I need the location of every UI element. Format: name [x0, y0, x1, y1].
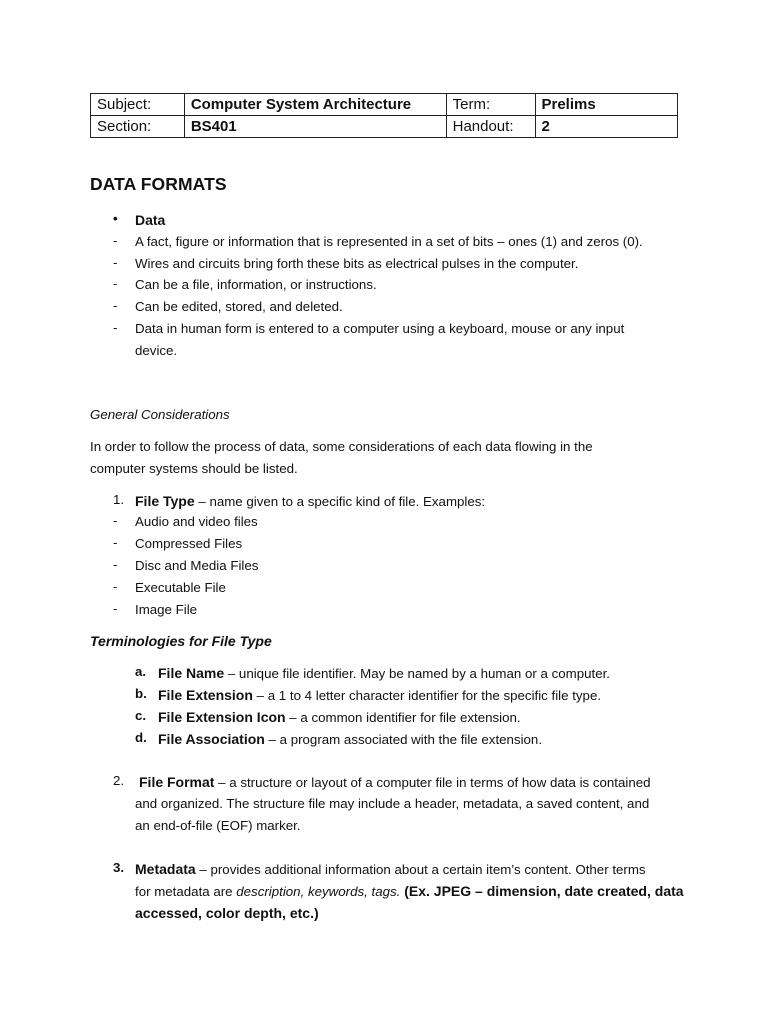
list-letter: a. [135, 664, 147, 679]
list-dash: - [113, 233, 118, 248]
general-intro: computer systems should be listed. [90, 461, 298, 476]
list-dash: - [113, 601, 118, 616]
list-number: 2. [113, 773, 125, 788]
term-value: Prelims [535, 94, 678, 116]
header-row-2 [91, 116, 678, 138]
file-type-desc: – name given to a specific kind of file. Examples: [194, 494, 486, 509]
terminology-term: File Extension Icon [158, 709, 286, 725]
metadata-example-cont: accessed, color depth, etc.) [135, 905, 319, 921]
section-label: Section: [91, 116, 185, 138]
handout-header-table [90, 93, 678, 138]
terminology-desc: – unique file identifier. May be named by a human or a computer. [224, 666, 610, 681]
list-number: 3. [113, 860, 125, 875]
general-considerations-heading: General Considerations [90, 407, 230, 422]
terminology-item [158, 664, 610, 683]
file-format-line [139, 773, 651, 792]
list-letter: d. [135, 730, 147, 745]
list-dash: - [113, 557, 118, 572]
term-label: Term: [446, 94, 535, 116]
file-format-term: File Format [139, 774, 215, 790]
page-title: DATA FORMATS [90, 174, 227, 194]
file-type-line [135, 492, 485, 511]
data-item: Wires and circuits bring forth these bits as electrical pulses in the computer. [135, 256, 579, 271]
list-letter: c. [135, 708, 147, 723]
data-item-continuation: device. [135, 343, 178, 358]
file-format-desc: – a structure or layout of a computer file in terms of how data is contained [214, 775, 651, 790]
terminology-term: File Extension [158, 687, 253, 703]
terminology-term: File Association [158, 731, 265, 747]
metadata-line [135, 882, 684, 901]
metadata-term: Metadata [135, 861, 196, 877]
file-format-line: and organized. The structure file may include a header, metadata, a saved content, and [135, 796, 650, 811]
list-dash: - [113, 513, 118, 528]
list-dash: - [113, 255, 118, 270]
list-dash: - [113, 276, 118, 291]
list-dash: - [113, 579, 118, 594]
data-item: Can be a file, information, or instructions. [135, 277, 377, 292]
data-bullet-icon: • [113, 211, 118, 226]
file-type-term: File Type [135, 493, 195, 509]
section-value: BS401 [184, 116, 446, 138]
metadata-desc: – provides additional information about a certain item’s content. Other terms [195, 862, 646, 877]
metadata-prefix: for metadata are [135, 884, 237, 899]
list-dash: - [113, 535, 118, 550]
file-type-example: Disc and Media Files [135, 558, 259, 573]
header-row-1 [91, 94, 678, 116]
list-number: 1. [113, 492, 125, 507]
file-format-line: an end-of-file (EOF) marker. [135, 818, 301, 833]
data-heading: Data [135, 212, 166, 228]
file-type-example: Audio and video files [135, 514, 258, 529]
terminology-item [158, 708, 521, 727]
subject-label: Subject: [91, 94, 185, 116]
file-type-example: Executable File [135, 580, 226, 595]
metadata-example: (Ex. JPEG – dimension, date created, data [400, 883, 684, 899]
subject-value: Computer System Architecture [184, 94, 446, 116]
handout-label: Handout: [446, 116, 535, 138]
list-dash: - [113, 320, 118, 335]
data-item: Data in human form is entered to a computer using a keyboard, mouse or any input [135, 321, 625, 336]
terminology-term: File Name [158, 665, 225, 681]
list-dash: - [113, 298, 118, 313]
handout-value: 2 [535, 116, 678, 138]
file-type-example: Compressed Files [135, 536, 243, 551]
list-letter: b. [135, 686, 147, 701]
file-type-example: Image File [135, 602, 198, 617]
data-item: Can be edited, stored, and deleted. [135, 299, 343, 314]
terminology-item [158, 730, 542, 749]
terminology-desc: – a 1 to 4 letter character identifier for the specific file type. [252, 688, 602, 703]
terminology-desc: – a common identifier for file extension. [285, 710, 521, 725]
metadata-line [135, 860, 646, 879]
terminology-desc: – a program associated with the file extension. [264, 732, 543, 747]
terminologies-heading: Terminologies for File Type [90, 633, 272, 649]
metadata-terms: description, keywords, tags. [236, 884, 401, 899]
data-item: A fact, figure or information that is represented in a set of bits – ones (1) and zeros (0). [135, 234, 643, 249]
general-intro: In order to follow the process of data, some considerations of each data flowing in the [90, 439, 593, 454]
terminology-item [158, 686, 601, 705]
